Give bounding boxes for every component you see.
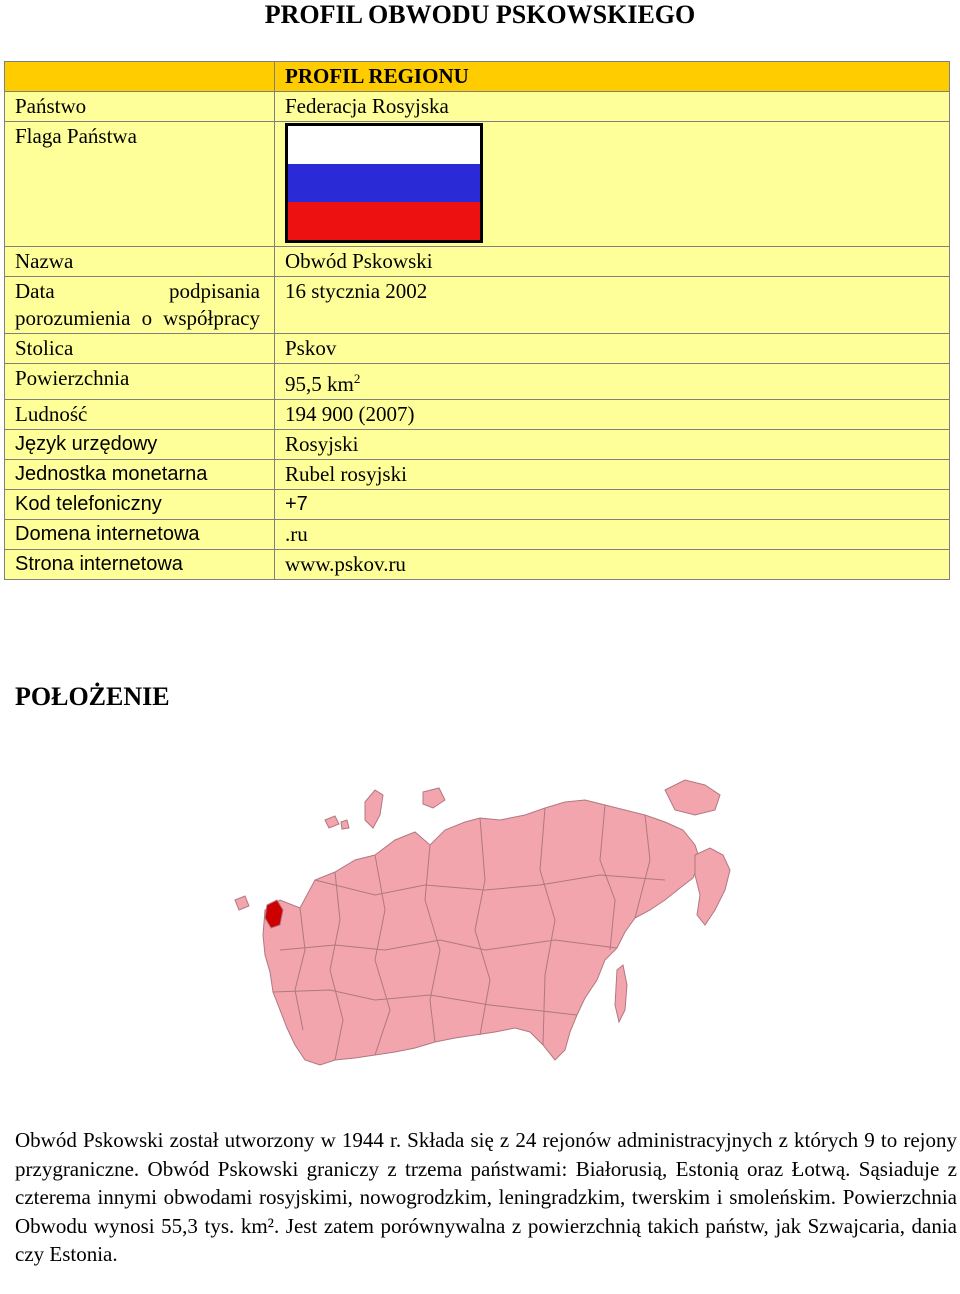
agreement-value: 16 stycznia 2002 [275,277,950,334]
name-value: Obwód Pskowski [275,247,950,277]
language-value: Rosyjski [275,430,950,460]
language-row [5,430,950,460]
currency-value: Rubel rosyjski [275,460,950,490]
profile-header-row [5,62,950,92]
area-label: Powierzchnia [5,364,275,400]
country-row [5,92,950,122]
country-label: Państwo [5,92,275,122]
website-row [5,550,950,580]
flag-blue-stripe [288,164,480,202]
currency-label: Jednostka monetarna [5,460,275,490]
flag-red-stripe [288,202,480,240]
website-value: www.pskov.ru [275,550,950,580]
capital-label: Stolica [5,334,275,364]
phone-value: +7 [275,490,950,520]
area-value-cell [275,364,950,400]
document-title: PROFIL OBWODU PSKOWSKIEGO [264,0,696,29]
country-value: Federacja Rosyjska [275,92,950,122]
agreement-row [5,277,950,334]
population-label: Ludność [5,400,275,430]
flag-row [5,122,950,247]
currency-row [5,460,950,490]
phone-row [5,490,950,520]
area-value: 95,5 km [285,372,354,396]
area-superscript: 2 [353,371,361,386]
name-row [5,247,950,277]
capital-row [5,334,950,364]
domain-label: Domena internetowa [5,520,275,550]
area-row [5,364,950,400]
flag-label: Flaga Państwa [5,122,275,247]
phone-label: Kod telefoniczny [5,490,275,520]
capital-value: Pskov [275,334,950,364]
profile-header: PROFIL REGIONU [275,62,950,92]
language-label: Język urzędowy [5,430,275,460]
population-row [5,400,950,430]
location-heading: POŁOŻENIE [15,682,170,711]
location-description: Obwód Pskowski został utworzony w 1944 r. Składa się z 24 rejonów administracyjnych z których 9 to rejony przygraniczne. Obwód Pskowski graniczy z trzema państwami: Białorusią, Estonią oraz Łotwą. Sąsiaduje z czterema innymi obwodami rosyjskimi, nowogrodzkim, leningradzkim, twerskim i smoleńskim. Powierzchnia Obwodu wynosi 55,3 tys. km². Jest zatem porównywalna z powierzchnią takich państw, jak Szwajcaria, dania czy Estonia. [15,1128,957,1266]
name-label: Nazwa [5,247,275,277]
population-value: 194 900 (2007) [275,400,950,430]
russia-map-graphic [225,760,755,1080]
agreement-label: Data podpisania porozumienia o współpracy [5,277,275,334]
domain-row [5,520,950,550]
domain-value: .ru [275,520,950,550]
flag-cell [275,122,950,247]
region-profile-table [4,61,950,580]
website-label: Strona internetowa [5,550,275,580]
flag-white-stripe [288,126,480,164]
russia-map [225,760,755,1080]
russian-flag-image [285,123,483,243]
header-empty-cell [5,62,275,92]
